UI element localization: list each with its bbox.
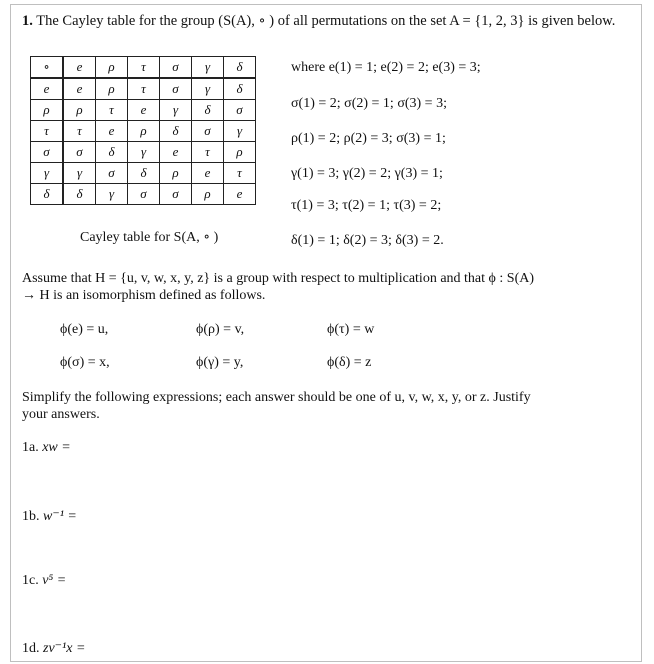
cayley-row [31, 121, 256, 142]
problem-intro: The Cayley table for the group (S(A), ∘ ) of all permutations on the set A = {1, 2, 3} is given below. [36, 13, 616, 29]
cayley-header-cell: ρ [96, 57, 128, 79]
cayley-cell: τ [192, 142, 224, 163]
part-1a [22, 440, 71, 456]
definition-line: γ(1) = 3; γ(2) = 2; γ(3) = 1; [291, 166, 443, 181]
mapping-item: ϕ(e) = u, [60, 322, 109, 337]
cayley-row [31, 100, 256, 121]
cayley-cell: γ [128, 142, 160, 163]
cayley-header-cell: γ [192, 57, 224, 79]
mapping-item: ϕ(τ) = w [327, 322, 375, 337]
cayley-row-label: e [31, 78, 64, 100]
part-expression: zv⁻¹x = [43, 641, 86, 656]
cayley-cell: τ [63, 121, 96, 142]
cayley-cell: γ [192, 78, 224, 100]
part-label: 1c. [22, 573, 39, 588]
cayley-cell: σ [63, 142, 96, 163]
definition-line: σ(1) = 2; σ(2) = 1; σ(3) = 3; [291, 96, 447, 111]
cayley-cell: e [128, 100, 160, 121]
cayley-cell: σ [224, 100, 256, 121]
mapping-item: ϕ(σ) = x, [60, 355, 110, 370]
cayley-row [31, 184, 256, 205]
part-label: 1d. [22, 641, 40, 656]
part-1d [22, 640, 85, 657]
cayley-cell: σ [160, 184, 192, 205]
part-expression: v⁵ = [42, 573, 67, 588]
cayley-cell: e [63, 78, 96, 100]
cayley-row-label: σ [31, 142, 64, 163]
part-expression: xw = [42, 440, 71, 455]
part-expression: w⁻¹ = [43, 509, 77, 524]
cayley-cell: e [224, 184, 256, 205]
cayley-cell: δ [96, 142, 128, 163]
part-label: 1a. [22, 440, 39, 455]
cayley-row [31, 163, 256, 184]
definition-line: where e(1) = 1; e(2) = 2; e(3) = 3; [291, 60, 481, 75]
cayley-cell: σ [128, 184, 160, 205]
part-label: 1b. [22, 509, 40, 524]
cayley-operator-cell: ∘ [31, 57, 64, 79]
cayley-caption: Cayley table for S(A, ∘ ) [80, 230, 219, 245]
cayley-cell: σ [96, 163, 128, 184]
cayley-cell: ρ [192, 184, 224, 205]
cayley-cell: γ [160, 100, 192, 121]
cayley-cell: σ [192, 121, 224, 142]
cayley-header-row [31, 57, 256, 79]
definition-line: ρ(1) = 2; ρ(2) = 3; σ(3) = 1; [291, 131, 446, 146]
cayley-cell: τ [96, 100, 128, 121]
cayley-header-cell: τ [128, 57, 160, 79]
cayley-cell: e [96, 121, 128, 142]
cayley-cell: δ [224, 78, 256, 100]
cayley-cell: τ [224, 163, 256, 184]
part-1b [22, 508, 77, 525]
cayley-cell: ρ [224, 142, 256, 163]
cayley-cell: ρ [63, 100, 96, 121]
cayley-cell: e [160, 142, 192, 163]
cayley-cell: ρ [128, 121, 160, 142]
cayley-cell: δ [160, 121, 192, 142]
mapping-item: ϕ(ρ) = v, [196, 322, 245, 337]
instruction-paragraph: Simplify the following expressions; each answer should be one of u, v, w, x, y, or z. Justify your answers. [22, 390, 531, 422]
cayley-row-label: γ [31, 163, 64, 184]
cayley-cell: γ [96, 184, 128, 205]
cayley-cell: γ [224, 121, 256, 142]
cayley-table [30, 56, 256, 205]
cayley-row [31, 142, 256, 163]
cayley-cell: δ [63, 184, 96, 205]
mapping-item: ϕ(γ) = y, [196, 355, 244, 370]
part-1c [22, 573, 66, 589]
cayley-row [31, 78, 256, 100]
cayley-cell: σ [160, 78, 192, 100]
problem-heading [22, 13, 615, 30]
mapping-item: ϕ(δ) = z [327, 355, 372, 370]
cayley-cell: ρ [160, 163, 192, 184]
cayley-header-cell: e [63, 57, 96, 79]
cayley-row-label: τ [31, 121, 64, 142]
cayley-header-cell: σ [160, 57, 192, 79]
cayley-cell: δ [128, 163, 160, 184]
cayley-header-cell: δ [224, 57, 256, 79]
cayley-cell: e [192, 163, 224, 184]
cayley-row-label: δ [31, 184, 64, 205]
cayley-cell: γ [63, 163, 96, 184]
definition-line: δ(1) = 1; δ(2) = 3; δ(3) = 2. [291, 233, 444, 248]
cayley-cell: δ [192, 100, 224, 121]
assumption-paragraph: Assume that H = {u, v, w, x, y, z} is a group with respect to multiplication and that ϕ : S(A) → H is an isomorphism defined as follows. [22, 271, 535, 303]
problem-number: 1. [22, 13, 33, 29]
definition-line: τ(1) = 3; τ(2) = 1; τ(3) = 2; [291, 198, 442, 213]
cayley-cell: ρ [96, 78, 128, 100]
cayley-cell: τ [128, 78, 160, 100]
cayley-row-label: ρ [31, 100, 64, 121]
